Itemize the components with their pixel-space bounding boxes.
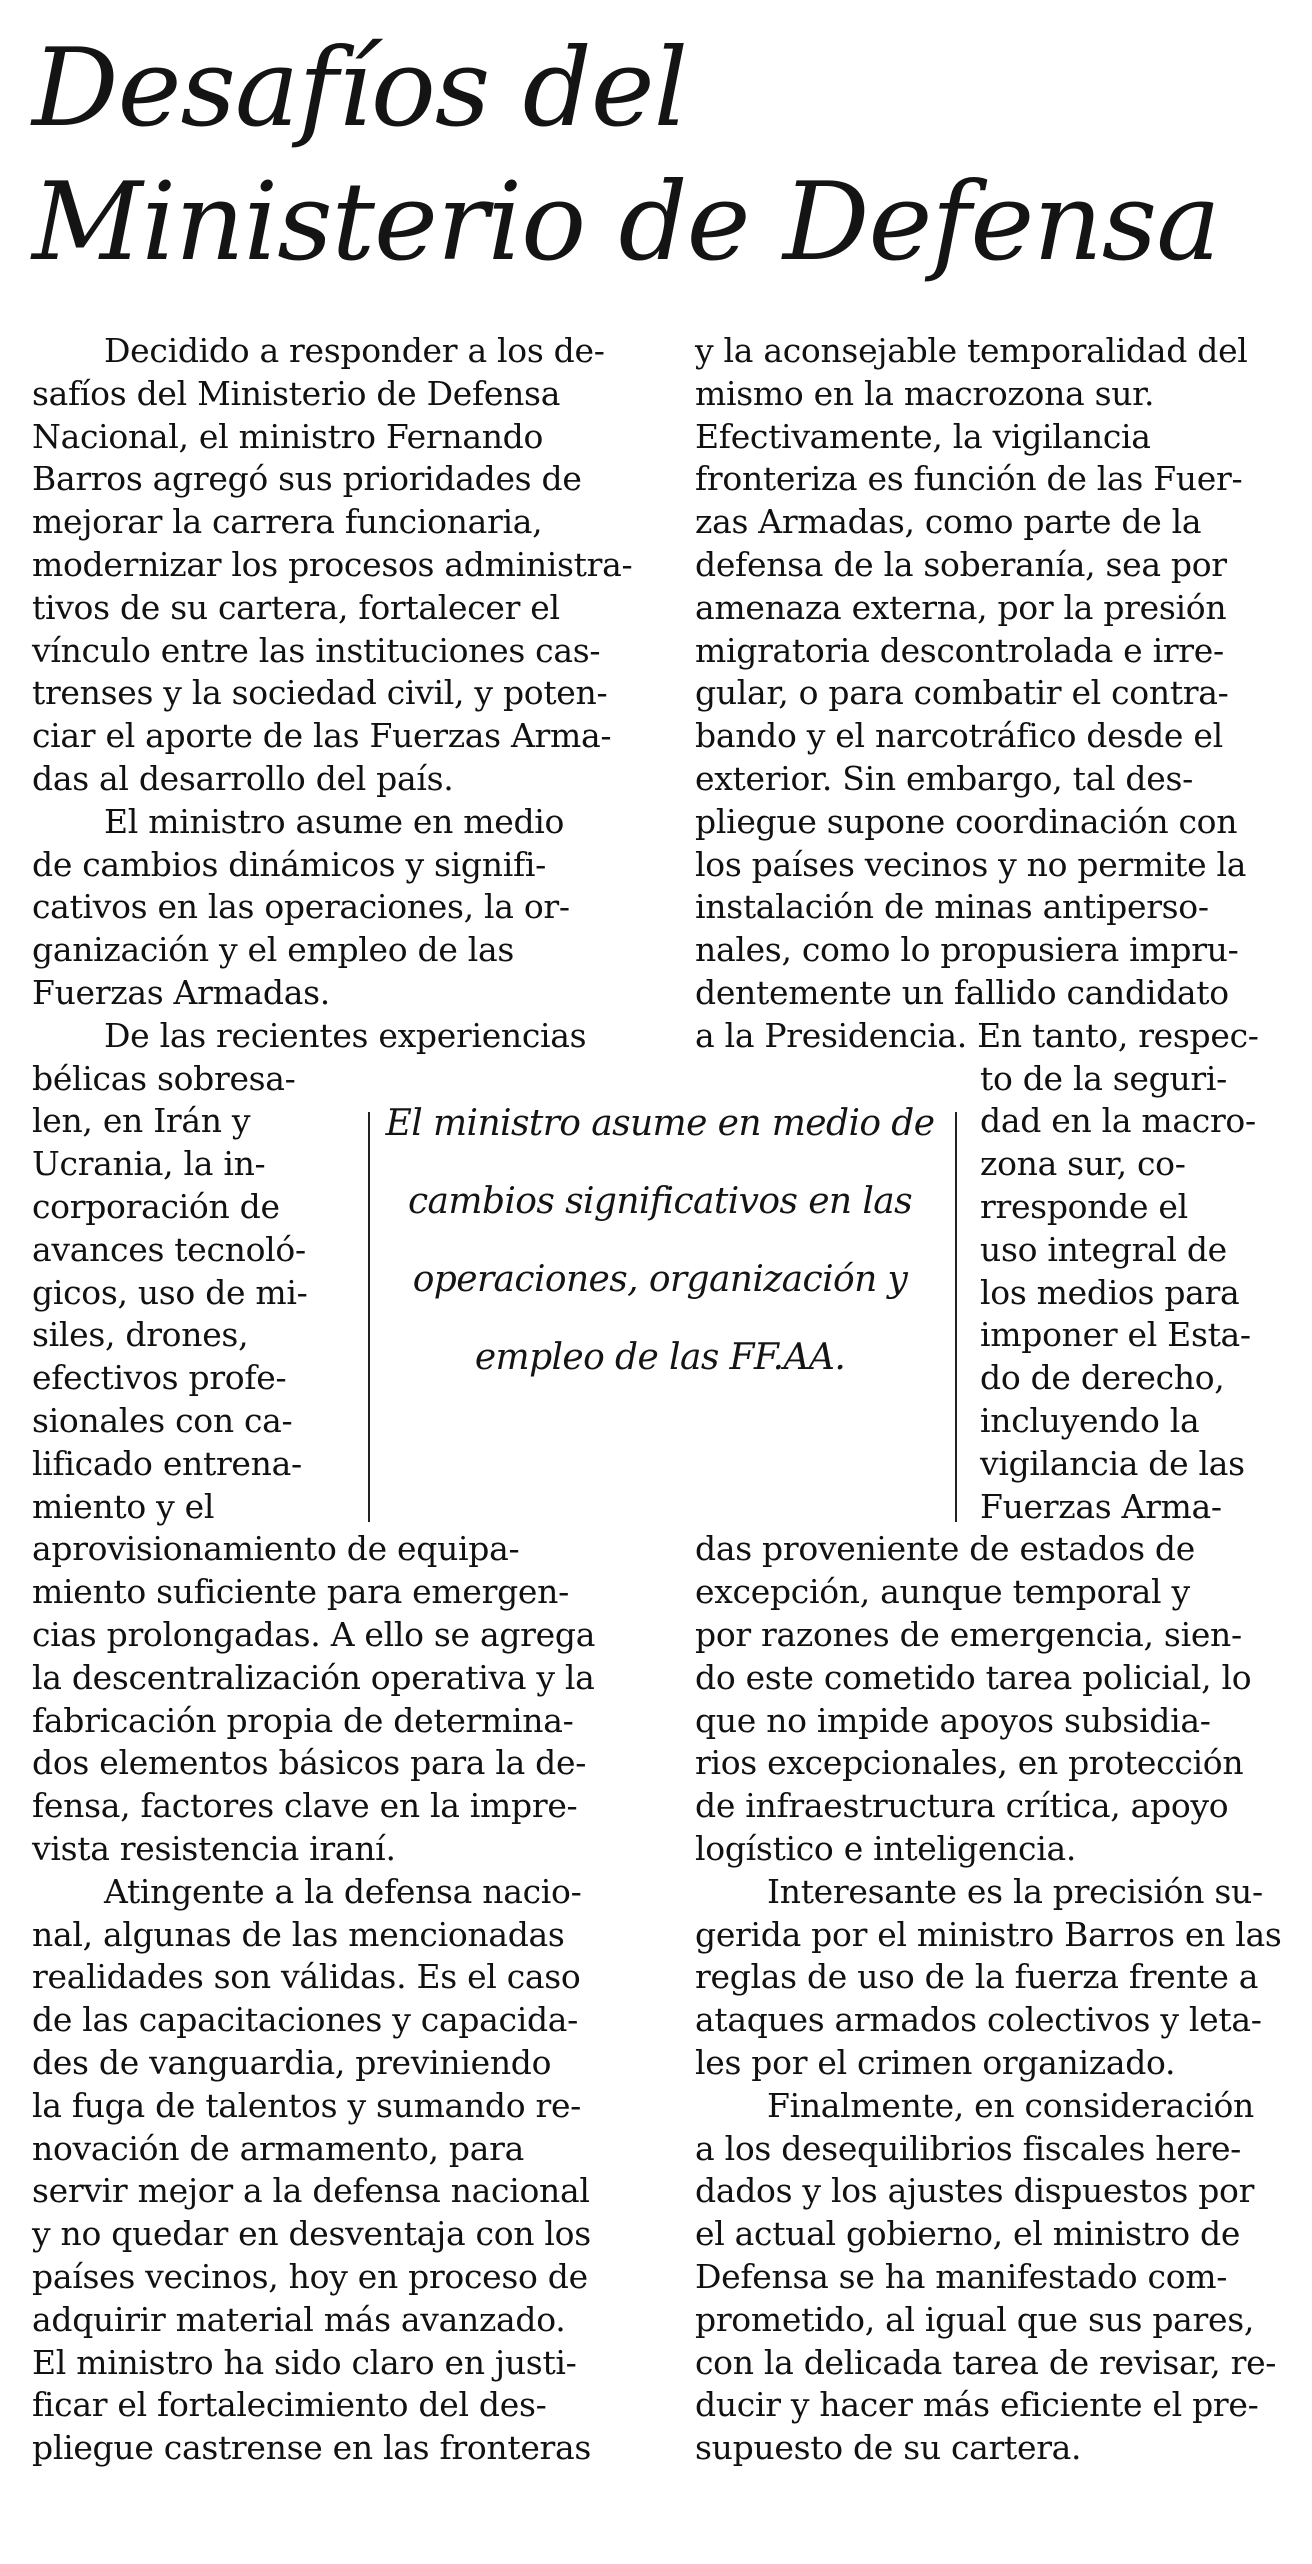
text-line: cias prolongadas. A ello se agrega [32, 1615, 596, 1654]
text-line: ganización y el empleo de las [32, 930, 515, 969]
text-line: Nacional, el ministro Fernando [32, 417, 544, 456]
text-line: dos elementos básicos para la de- [32, 1743, 587, 1782]
text-line: vista resistencia iraní. [32, 1829, 396, 1868]
pull-quote-left-rule [368, 1112, 370, 1522]
text-line: cativos en las operaciones, la or- [32, 887, 570, 926]
text-line: amenaza externa, por la presión [695, 588, 1227, 627]
text-line: pliegue supone coordinación con [695, 802, 1238, 841]
text-line: sionales con ca- [32, 1401, 293, 1440]
text-line: des de vanguardia, previniendo [32, 2043, 552, 2082]
text-line: trenses y la sociedad civil, y poten- [32, 673, 608, 712]
text-line: pliegue castrense en las fronteras [32, 2428, 592, 2467]
text-line: supuesto de su cartera. [695, 2428, 1082, 2467]
text-line: la descentralización operativa y la [32, 1658, 595, 1697]
text-line: corporación de [32, 1187, 280, 1226]
text-line: exterior. Sin embargo, tal des- [695, 759, 1193, 798]
text-line: Interesante es la precisión su- [767, 1872, 1263, 1911]
text-line: nal, algunas de las mencionadas [32, 1915, 565, 1954]
text-line: por razones de emergencia, sien- [695, 1615, 1242, 1654]
text-line: safíos del Ministerio de Defensa [32, 374, 561, 413]
text-line: realidades son válidas. Es el caso [32, 1957, 581, 1996]
text-line: das proveniente de estados de [695, 1529, 1195, 1568]
text-line: incluyendo la [980, 1401, 1200, 1440]
text-line: gerida por el ministro Barros en las [695, 1915, 1282, 1954]
text-line: to de la seguri- [980, 1059, 1228, 1098]
text-line: y no quedar en desventaja con los [32, 2214, 591, 2253]
text-line: gular, o para combatir el contra- [695, 673, 1229, 712]
text-line: vigilancia de las [980, 1444, 1245, 1483]
text-line: rios excepcionales, en protección [695, 1743, 1244, 1782]
text-line: efectivos profe- [32, 1358, 287, 1397]
text-line: Ucrania, la in- [32, 1144, 266, 1183]
text-line: dad en la macro- [980, 1101, 1256, 1140]
text-line: ataques armados colectivos y leta- [695, 2000, 1262, 2039]
text-line: de las capacitaciones y capacida- [32, 2000, 579, 2039]
pull-quote-right-rule [955, 1112, 957, 1522]
text-line: que no impide apoyos subsidia- [695, 1701, 1211, 1740]
article-title-line-1: Desafíos del [32, 26, 688, 151]
text-line: Fuerzas Arma- [980, 1487, 1222, 1526]
text-line: bélicas sobresa- [32, 1059, 296, 1098]
text-line: ciar el aporte de las Fuerzas Arma- [32, 716, 612, 755]
text-line: servir mejor a la defensa nacional [32, 2171, 590, 2210]
text-line: a los desequilibrios fiscales here- [695, 2129, 1242, 2168]
text-line: vínculo entre las instituciones cas- [32, 631, 601, 670]
text-line: miento y el [32, 1487, 215, 1526]
text-line: El ministro asume en medio [104, 802, 565, 841]
text-line: Efectivamente, la vigilancia [695, 417, 1151, 456]
text-line: dentemente un fallido candidato [695, 973, 1229, 1012]
text-line: los medios para [980, 1273, 1240, 1312]
text-line: siles, drones, [32, 1315, 249, 1354]
text-line: fensa, factores clave en la impre- [32, 1786, 578, 1825]
text-line: modernizar los procesos administra- [32, 545, 633, 584]
text-line: De las recientes experiencias [104, 1016, 587, 1055]
text-line: bando y el narcotráfico desde el [695, 716, 1223, 755]
article-title-line-2: Ministerio de Defensa [32, 160, 1220, 285]
text-line: Barros agregó sus prioridades de [32, 459, 582, 498]
text-line: a la Presidencia. En tanto, respec- [695, 1016, 1259, 1055]
text-line: das al desarrollo del país. [32, 759, 454, 798]
text-line: len, en Irán y [32, 1101, 251, 1140]
text-line: zona sur, co- [980, 1144, 1186, 1183]
text-line: El ministro ha sido claro en justi- [32, 2343, 577, 2382]
text-line: aprovisionamiento de equipa- [32, 1529, 520, 1568]
text-line: mejorar la carrera funcionaria, [32, 502, 543, 541]
text-line: lificado entrena- [32, 1444, 302, 1483]
text-line: migratoria descontrolada e irre- [695, 631, 1224, 670]
text-line: mismo en la macrozona sur. [695, 374, 1155, 413]
text-line: de infraestructura crítica, apoyo [695, 1786, 1229, 1825]
text-line: defensa de la soberanía, sea por [695, 545, 1227, 584]
article-title [32, 22, 1292, 290]
text-line: logístico e inteligencia. [695, 1829, 1077, 1868]
text-line: Finalmente, en consideración [767, 2086, 1255, 2125]
pull-quote: El ministro asume en medio de cambios significativos en las operaciones, organización y empleo de las FF.AA. [385, 1103, 935, 1378]
text-line: rresponde el [980, 1187, 1188, 1226]
text-line: fronteriza es función de las Fuer- [695, 459, 1243, 498]
text-line: gicos, uso de mi- [32, 1273, 308, 1312]
text-line: dados y los ajustes dispuestos por [695, 2171, 1255, 2210]
text-line: imponer el Esta- [980, 1315, 1251, 1354]
text-line: con la delicada tarea de revisar, re- [695, 2343, 1277, 2382]
text-line: los países vecinos y no permite la [695, 845, 1247, 884]
text-line: excepción, aunque temporal y [695, 1572, 1190, 1611]
text-line: y la aconsejable temporalidad del [695, 331, 1248, 370]
text-line: Defensa se ha manifestado com- [695, 2257, 1228, 2296]
text-line: ducir y hacer más eficiente el pre- [695, 2385, 1259, 2424]
text-line: la fuga de talentos y sumando re- [32, 2086, 582, 2125]
text-line: les por el crimen organizado. [695, 2043, 1176, 2082]
text-line: novación de armamento, para [32, 2129, 524, 2168]
text-line: de cambios dinámicos y signifi- [32, 845, 546, 884]
text-line: reglas de uso de la fuerza frente a [695, 1957, 1259, 1996]
text-line: Decidido a responder a los de- [104, 331, 605, 370]
text-line: uso integral de [980, 1230, 1227, 1269]
text-line: el actual gobierno, el ministro de [695, 2214, 1241, 2253]
text-line: Fuerzas Armadas. [32, 973, 330, 1012]
text-line: ficar el fortalecimiento del des- [32, 2385, 547, 2424]
text-line: miento suficiente para emergen- [32, 1572, 569, 1611]
text-line: adquirir material más avanzado. [32, 2300, 566, 2339]
text-line: Atingente a la defensa nacio- [104, 1872, 582, 1911]
text-line: instalación de minas antiperso- [695, 887, 1209, 926]
text-line: avances tecnoló- [32, 1230, 306, 1269]
text-line: prometido, al igual que sus pares, [695, 2300, 1255, 2339]
text-line: do de derecho, [980, 1358, 1225, 1397]
text-line: nales, como lo propusiera impru- [695, 930, 1239, 969]
text-line: tivos de su cartera, fortalecer el [32, 588, 560, 627]
text-line: do este cometido tarea policial, lo [695, 1658, 1252, 1697]
text-line: zas Armadas, como parte de la [695, 502, 1202, 541]
text-line: fabricación propia de determina- [32, 1701, 574, 1740]
text-line: países vecinos, hoy en proceso de [32, 2257, 588, 2296]
